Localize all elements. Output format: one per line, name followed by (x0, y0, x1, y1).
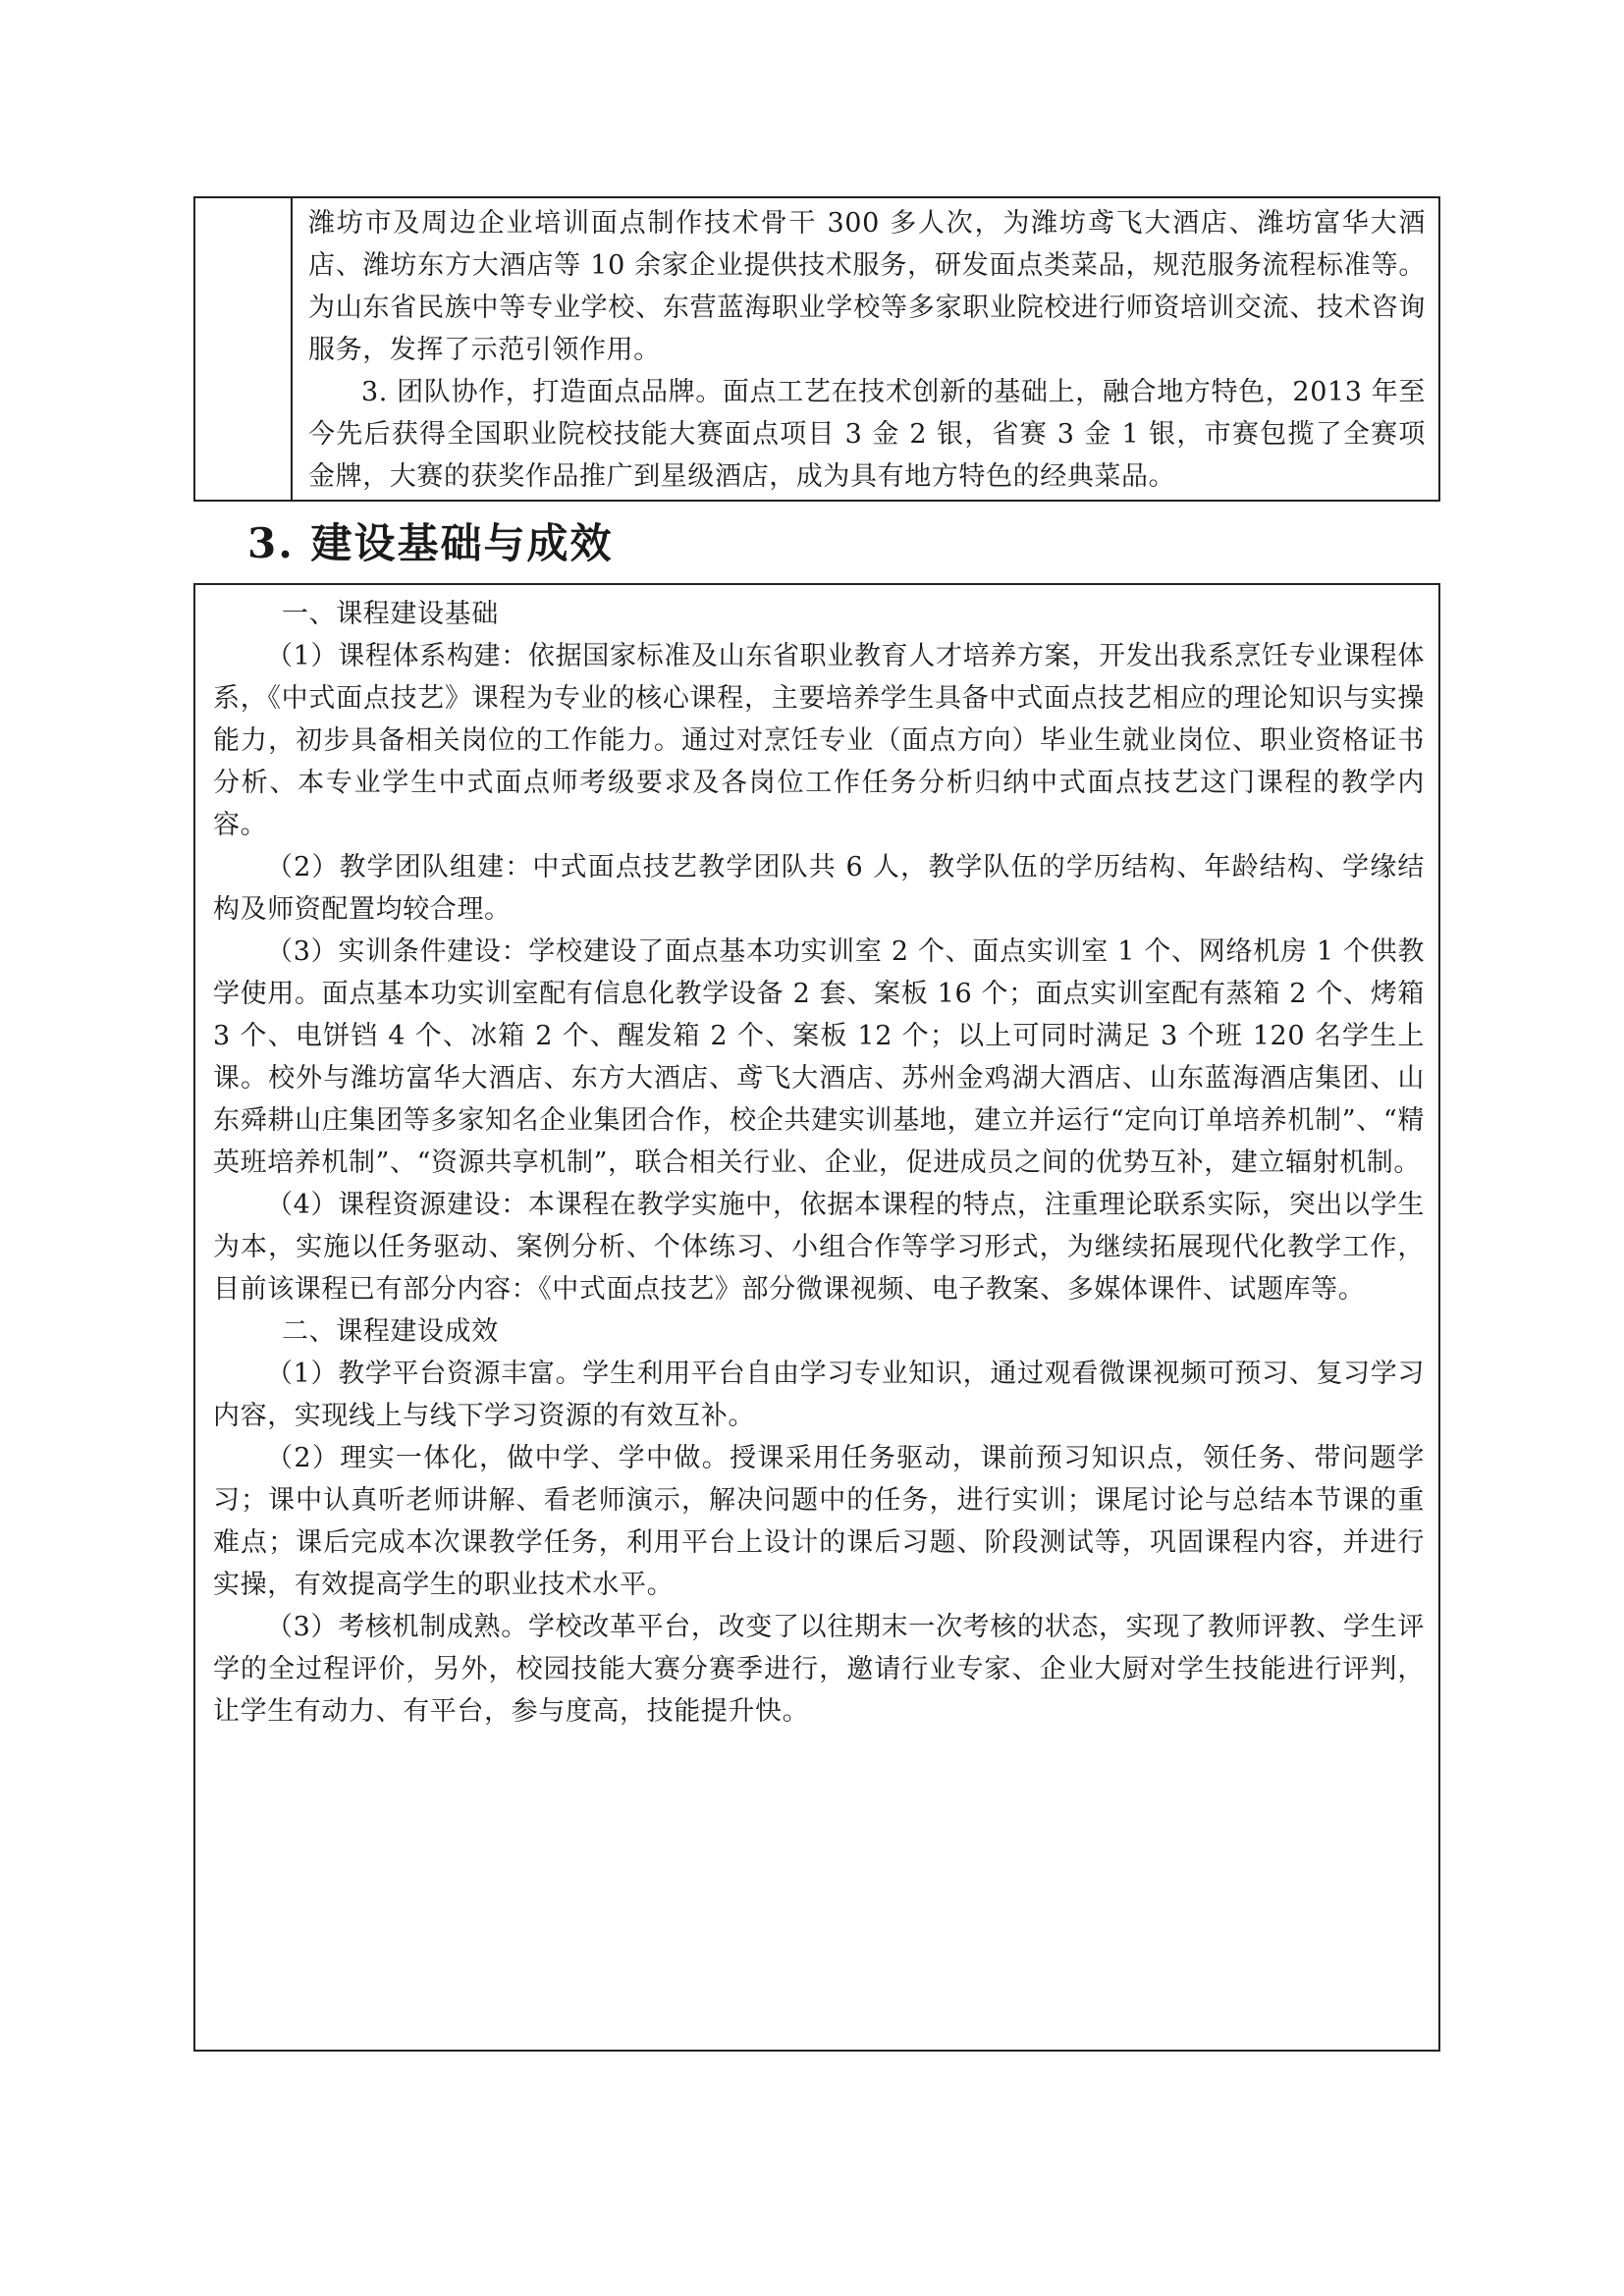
subheading-results: 二、课程建设成效 (282, 1316, 499, 1347)
table-content-cell (308, 202, 1426, 498)
paragraph: （1）教学平台资源丰富。学生利用平台自由学习专业知识，通过观看微课视频可预习、复习学习内容，实现线上与线下学习资源的有效互补。 (213, 1359, 1425, 1431)
paragraph: （2）理实一体化，做中学、学中做。授课采用任务驱动，课前预习知识点，领任务、带问题学习；课中认真听老师讲解、看老师演示，解决问题中的任务，进行实训；课尾讨论与总结本节课的重难点；课后完成本次课教学任务，利用平台上设计的课后习题、阶段测试等，巩固课程内容，并进行实操，有效提高学生的职业技术水平。 (213, 1443, 1425, 1600)
paragraph: （4）课程资源建设：本课程在教学实施中，依据本课程的特点，注重理论联系实际，突出以学生为本，实施以任务驱动、案例分析、个体练习、小组合作等学习形式，为继续拓展现代化教学工作，目前该课程已有部分内容：《中式面点技艺》部分微课视频、电子教案、多媒体课件、试题库等。 (213, 1190, 1425, 1305)
content-text (213, 593, 1425, 1733)
content-box (193, 583, 1440, 2052)
continuation-table (193, 196, 1440, 502)
paragraph: 潍坊市及周边企业培训面点制作技术骨干 300 多人次，为潍坊鸢飞大酒店、潍坊富华大酒店、潍坊东方大酒店等 10 余家企业提供技术服务，研发面点类菜品，规范服务流程标准等。为山东省民族中等专业学校、东营蓝海职业学校等多家职业院校进行师资培训交流、技术咨询服务，发挥了示范引领作用。 (308, 208, 1426, 365)
paragraph: 3. 团队协作，打造面点品牌。面点工艺在技术创新的基础上，融合地方特色，2013 年至今先后获得全国职业院校技能大赛面点项目 3 金 2 银，省赛 3 金 1 银，市赛包揽了全赛项金牌，大赛的获奖作品推广到星级酒店，成为具有地方特色的经典菜品。 (308, 377, 1426, 492)
table-label-column (195, 198, 293, 500)
paragraph: （2）教学团队组建：中式面点技艺教学团队共 6 人，教学队伍的学历结构、年龄结构、学缘结构及师资配置均较合理。 (213, 852, 1425, 925)
paragraph: （3）实训条件建设：学校建设了面点基本功实训室 2 个、面点实训室 1 个、网络机房 1 个供教学使用。面点基本功实训室配有信息化教学设备 2 套、案板 16 个；面点实训室配有蒸箱 2 个、烤箱 3 个、电饼铛 4 个、冰箱 2 个、醒发箱 2 个、案板 12 个；以上可同时满足 3 个班 120 名学生上课。校外与潍坊富华大酒店、东方大酒店、鸢飞大酒店、苏州金鸡湖大酒店、山东蓝海酒店集团、山东舜耕山庄集团等多家知名企业集团合作，校企共建实训基地，建立并运行“定向订单培养机制”、“精英班培养机制”、“资源共享机制”，联合相关行业、企业，促进成员之间的优势互补，建立辐射机制。 (213, 936, 1425, 1178)
subheading-basis: 一、课程建设基础 (282, 599, 499, 629)
paragraph: （3）考核机制成熟。学校改革平台，改变了以往期末一次考核的状态，实现了教师评教、学生评学的全过程评价，另外，校园技能大赛分赛季进行，邀请行业专家、企业大厨对学生技能进行评判，让学生有动力、有平台，参与度高，技能提升快。 (213, 1612, 1425, 1727)
section-title: 3. 建设基础与成效 (247, 519, 614, 567)
paragraph: （1）课程体系构建：依据国家标准及山东省职业教育人才培养方案，开发出我系烹饪专业课程体系，《中式面点技艺》课程为专业的核心课程，主要培养学生具备中式面点技艺相应的理论知识与实操能力，初步具备相关岗位的工作能力。通过对烹饪专业（面点方向）毕业生就业岗位、职业资格证书分析、本专业学生中式面点师考级要求及各岗位工作任务分析归纳中式面点技艺这门课程的教学内容。 (213, 641, 1425, 840)
